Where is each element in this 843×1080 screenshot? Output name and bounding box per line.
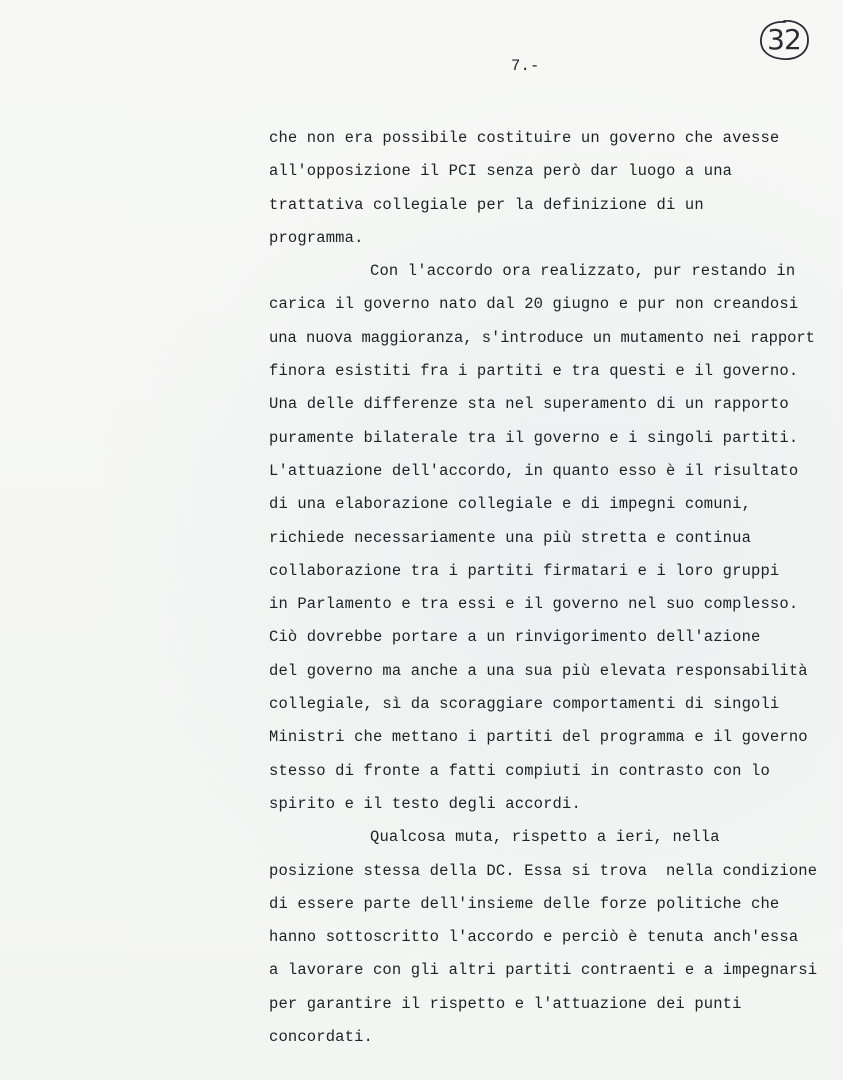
text-line: posizione stessa della DC. Essa si trova nella condizione: [269, 861, 818, 880]
text-line: trattativa collegiale per la definizione di un: [269, 195, 704, 214]
body-text: [269, 122, 843, 1054]
text-line: che non era possibile costituire un governo che avesse: [269, 129, 780, 147]
text-line: collaborazione tra i partiti firmatari e i loro gruppi: [269, 561, 780, 580]
text-line: concordati.: [269, 1028, 373, 1047]
text-line: per garantire il rispetto e l'attuazione dei punti: [269, 994, 742, 1013]
text-line: L'attuazione dell'accordo, in quanto esso è il risultato: [269, 461, 799, 480]
text-line: richiede necessariamente una più stretta e continua: [269, 528, 752, 547]
archive-number-text: 32: [767, 23, 801, 56]
text-line: hanno sottoscritto l'accordo e perciò è tenuta anch'essa: [269, 928, 799, 947]
text-line: programma.: [269, 228, 364, 247]
text-line: di essere parte dell'insieme delle forze politiche che: [269, 894, 780, 913]
text-line: spirito e il testo degli accordi.: [269, 794, 581, 813]
text-line: collegiale, sì da scoraggiare comportamenti di singoli: [269, 695, 780, 714]
text-line: Ciò dovrebbe portare a un rinvigorimento dell'azione: [269, 628, 761, 647]
text-line: del governo ma anche a una sua più elevata responsabilità: [269, 661, 808, 680]
page-number: 7.-: [511, 57, 540, 75]
text-line: di una elaborazione collegiale e di impegni comuni,: [269, 495, 752, 514]
text-line: in Parlamento e tra essi e il governo nel suo complesso.: [269, 595, 799, 614]
paragraph-first-line: Qualcosa muta, rispetto a ieri, nella: [370, 828, 720, 847]
text-line: puramente bilaterale tra il governo e i singoli partiti.: [269, 428, 799, 447]
paragraph-first-line: Con l'accordo ora realizzato, pur restando in: [370, 262, 796, 281]
text-line: Ministri che mettano i partiti del programma e il governo: [269, 728, 808, 747]
text-line: una nuova maggioranza, s'introduce un mutamento nei rapport: [269, 328, 815, 347]
text-line: finora esistiti fra i partiti e tra questi e il governo.: [269, 362, 799, 381]
text-line: all'opposizione il PCI senza però dar luogo a una: [269, 162, 733, 181]
text-line: carica il governo nato dal 20 giugno e pur non creandosi: [269, 295, 799, 314]
text-line: Una delle differenze sta nel superamento di un rapporto: [269, 395, 789, 414]
archive-number-stamp: [757, 18, 811, 62]
text-line: a lavorare con gli altri partiti contraenti e a impegnarsi: [269, 961, 818, 980]
text-line: stesso di fronte a fatti compiuti in contrasto con lo: [269, 761, 770, 780]
